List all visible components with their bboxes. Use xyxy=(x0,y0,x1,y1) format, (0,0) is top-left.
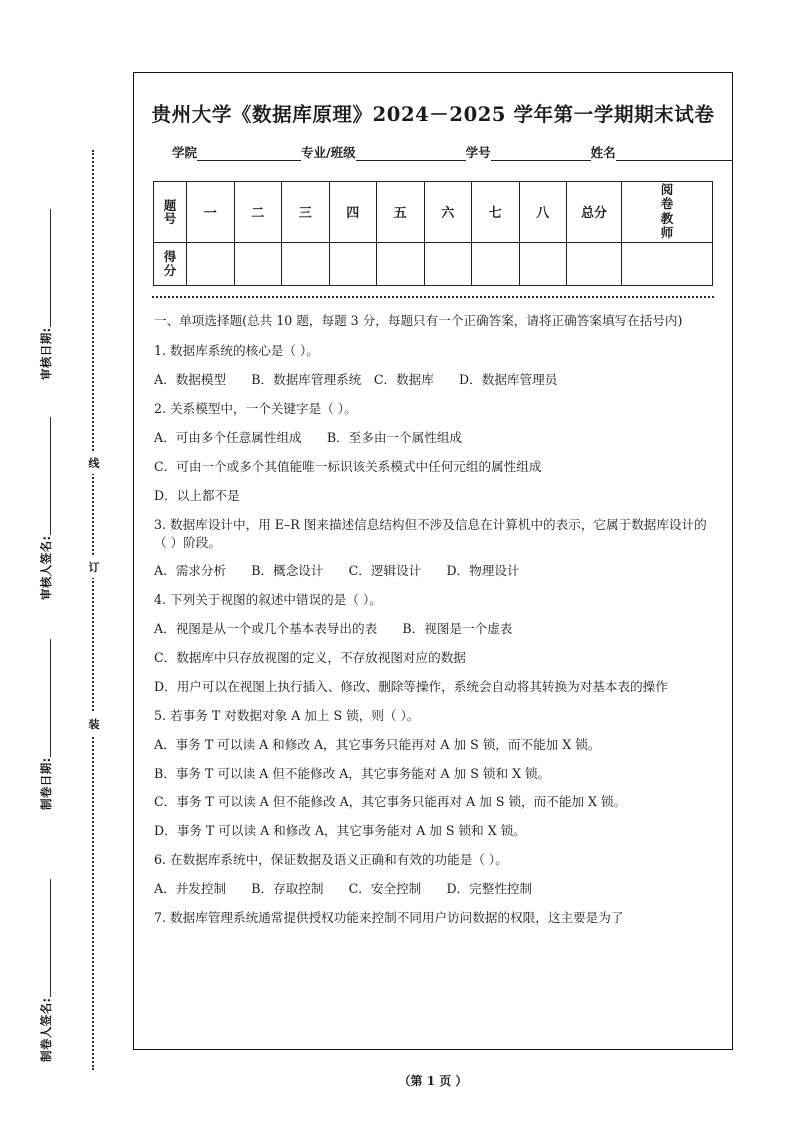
question-6-options-line-1: A．并发控制 B．存取控制 C．安全控制 D．完整性控制 xyxy=(154,881,533,896)
field-student-id[interactable] xyxy=(466,143,591,161)
question-4-stem xyxy=(154,591,712,609)
question-4-options-line-1: A．视图是从一个或几个基本表导出的表 B．视图是一个虚表 xyxy=(154,621,513,637)
question-2-options-line-3: D．以上都不是 xyxy=(154,487,240,503)
rowhead-char-2: 号 xyxy=(163,210,177,226)
question-5-text: 若事务 T 对数据对象 A 加上 S 锁，则（ ）。 xyxy=(170,707,420,723)
field-student-id-input[interactable] xyxy=(491,147,591,161)
binding-cut-line xyxy=(92,150,96,1070)
question-5-options-line-1: A．事务 T 可以读 A 和修改 A，其它事务只能再对 A 加 S 锁，而不能加 X 锁。 xyxy=(154,736,601,752)
exam-title: 贵州大学《数据库原理》2024－2025 学年第一学期期末试卷 xyxy=(151,103,715,126)
margin-label-review-date xyxy=(38,140,54,380)
score-table-col-4: 四 xyxy=(329,182,377,243)
score-cell-total[interactable] xyxy=(567,242,622,285)
question-2-number: 2. xyxy=(154,401,167,417)
question-3-number: 3. xyxy=(154,516,167,532)
field-student-name-label: 姓名 xyxy=(590,145,616,160)
score-cell-5[interactable] xyxy=(377,242,425,285)
score-table-col-5: 五 xyxy=(377,182,425,243)
score-cell-1[interactable] xyxy=(187,242,235,285)
question-6-stem xyxy=(154,851,712,869)
question-3-options-line-1: A．需求分析 B．概念设计 C．逻辑设计 D．物理设计 xyxy=(154,563,520,579)
question-7-number: 7. xyxy=(154,909,167,925)
question-6-text: 在数据库系统中，保证数据及语义正确和有效的功能是（ ）。 xyxy=(170,852,508,868)
rowhead-char-1: 得 xyxy=(163,249,177,265)
teacher-label-line-1: 阅 xyxy=(660,182,674,197)
score-table-col-8: 八 xyxy=(519,182,567,243)
table-row xyxy=(154,182,713,243)
question-5-options-line-3: C．事务 T 可以读 A 但不能修改 A，其它事务只能再对 A 加 S 锁，而不能加 X 锁。 xyxy=(154,794,627,810)
field-major-class-label: 专业/班级 xyxy=(301,145,356,160)
margin-label-text: 制卷人签名: xyxy=(39,997,53,1062)
table-row xyxy=(154,242,713,285)
question-2-options-line-2: C．可由一个或多个其值能唯一标识该关系模式中任何元组的属性组成 xyxy=(154,458,542,474)
question-1-text: 数据库系统的核心是（ ）。 xyxy=(170,343,319,359)
score-table-col-7: 七 xyxy=(472,182,520,243)
question-6-number: 6. xyxy=(154,852,167,868)
question-7-text: 数据库管理系统通常提供授权功能来控制不同用户访问数据的权限，这主要是为了 xyxy=(170,909,624,925)
question-3-text: 数据库设计中，用 E–R 图来描述信息结构但不涉及信息在计算机中的表示，它属于数据库设计的（ ）阶段。 xyxy=(154,516,707,550)
score-table-col-2: 二 xyxy=(234,182,282,243)
field-college-input[interactable] xyxy=(197,147,301,161)
question-2-text: 关系模型中，一个关键字是（ ）。 xyxy=(170,401,357,417)
rowhead-char-2: 分 xyxy=(163,262,177,278)
score-cell-2[interactable] xyxy=(234,242,282,285)
field-college[interactable] xyxy=(172,143,301,161)
margin-label-text: 制卷日期: xyxy=(39,757,53,810)
question-body xyxy=(150,312,716,927)
cut-line-char-zhuang: 装 xyxy=(84,713,104,735)
margin-label-paper-date xyxy=(38,570,54,810)
field-major-class[interactable] xyxy=(301,143,466,161)
question-1-stem xyxy=(154,342,712,360)
score-table xyxy=(153,181,713,286)
question-1-options-line-1: A．数据模型 B．数据库管理系统 C．数据库 D．数据库管理员 xyxy=(154,372,558,388)
margin-label-text: 审核日期: xyxy=(39,327,53,380)
score-cell-7[interactable] xyxy=(472,242,520,285)
score-cell-3[interactable] xyxy=(282,242,330,285)
question-5-options-line-4: D．事务 T 可以读 A 和修改 A，其它事务能对 A 加 S 锁和 X 锁。 xyxy=(154,823,526,839)
margin-label-paper-maker-signature xyxy=(38,822,54,1062)
question-3-stem xyxy=(154,516,712,552)
exam-paper-box xyxy=(133,72,733,1050)
score-table-col-3: 三 xyxy=(282,182,330,243)
question-4-options-line-3: D．用户可以在视图上执行插入、修改、删除等操作，系统会自动将其转换为对基本表的操作 xyxy=(154,678,668,694)
question-4-options-line-2: C．数据库中只存放视图的定义，不存放视图对应的数据 xyxy=(154,650,466,665)
score-table-col-6: 六 xyxy=(424,182,472,243)
score-cell-6[interactable] xyxy=(424,242,472,285)
score-cell-4[interactable] xyxy=(329,242,377,285)
field-major-class-input[interactable] xyxy=(356,147,466,161)
question-4-number: 4. xyxy=(154,592,167,608)
question-2-stem xyxy=(154,400,712,418)
score-table-total-label: 总分 xyxy=(567,182,622,243)
student-info-fields xyxy=(150,143,716,161)
cut-line-char-ding: 订 xyxy=(84,556,104,578)
score-table-rowhead-score xyxy=(154,242,187,285)
field-college-label: 学院 xyxy=(172,145,198,160)
margin-label-text: 审核人签名: xyxy=(39,535,53,600)
question-5-stem xyxy=(154,707,712,725)
question-1-number: 1. xyxy=(154,343,167,359)
question-5-number: 5. xyxy=(154,707,167,723)
field-student-id-label: 学号 xyxy=(465,145,491,160)
section-heading: 一、单项选择题(总共 10 题，每题 3 分，每题只有一个正确答案，请将正确答案填写在括号内) xyxy=(154,312,683,328)
margin-label-underline xyxy=(40,209,51,327)
question-4-text: 下列关于视图的叙述中错误的是（ ）。 xyxy=(170,592,382,608)
score-cell-8[interactable] xyxy=(519,242,567,285)
left-margin-annotations xyxy=(0,0,125,1122)
question-2-options-line-1: A．可由多个任意属性组成 B．至多由一个属性组成 xyxy=(154,430,463,445)
margin-label-reviewer-signature xyxy=(38,360,54,600)
score-cell-teacher[interactable] xyxy=(622,242,713,285)
score-table-col-1: 一 xyxy=(187,182,235,243)
question-7-stem xyxy=(154,909,712,927)
margin-label-underline xyxy=(40,639,51,757)
question-5-options-line-2: B．事务 T 可以读 A 但不能修改 A，其它事务能对 A 加 S 锁和 X 锁。 xyxy=(154,765,551,781)
field-student-name-input[interactable] xyxy=(616,147,732,161)
teacher-label-line-2: 卷 教 师 xyxy=(660,196,674,241)
rowhead-char-1: 题 xyxy=(163,197,177,213)
score-table-teacher-label xyxy=(622,182,713,243)
margin-label-underline xyxy=(40,880,51,998)
margin-label-underline xyxy=(40,418,51,536)
field-student-name[interactable] xyxy=(591,143,732,161)
score-table-rowhead-number xyxy=(154,182,187,243)
dotted-separator xyxy=(152,296,714,298)
page-footer: （第 1 页 ） xyxy=(398,1074,468,1088)
cut-line-char-xian: 线 xyxy=(84,452,104,474)
